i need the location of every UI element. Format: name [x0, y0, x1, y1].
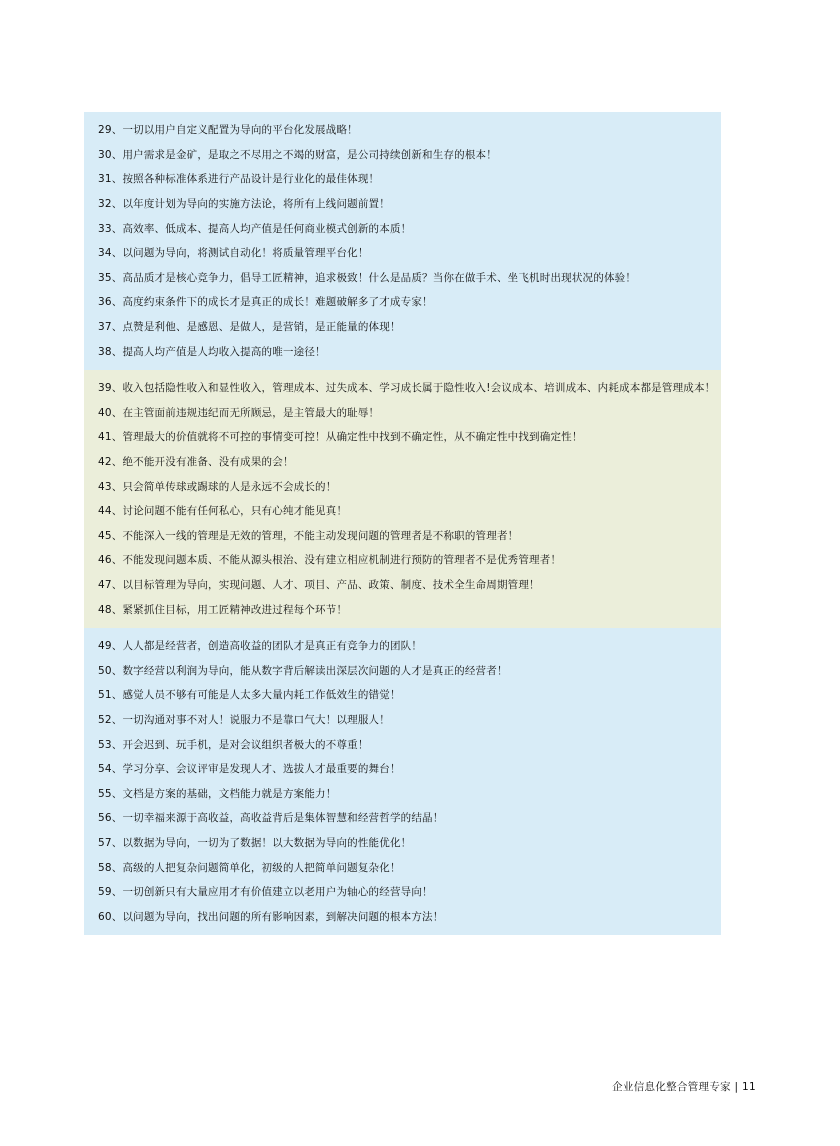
list-item: 38、提高人均产值是人均收入提高的唯一途径！ [98, 345, 326, 358]
list-item: 41、管理最大的价值就将不可控的事情变可控！从确定性中找到不确定性，从不确定性中找到确定性！ [98, 431, 583, 444]
list-item: 55、文档是方案的基础，文档能力就是方案能力！ [98, 787, 337, 800]
list-item: 45、不能深入一线的管理是无效的管理，不能主动发现问题的管理者是不称职的管理者！ [98, 529, 519, 542]
list-item: 48、紧紧抓住目标，用工匠精神改进过程每个环节！ [98, 603, 348, 616]
list-item: 42、绝不能开没有准备、没有成果的会！ [98, 456, 294, 469]
text-block-3 [84, 628, 721, 935]
list-item: 47、以目标管理为导向，实现问题、人才、项目、产品、政策、制度、技术全生命周期管理！ [98, 578, 540, 591]
page-footer: 企业信息化整合管理专家 | 11 [612, 1081, 756, 1093]
text-block-2 [84, 370, 721, 628]
text-block-1 [84, 112, 721, 370]
list-item: 57、以数据为导向，一切为了数据！以大数据为导向的性能优化！ [98, 836, 412, 849]
list-item: 36、高度约束条件下的成长才是真正的成长！难题破解多了才成专家！ [98, 296, 433, 309]
list-item: 31、按照各种标准体系进行产品设计是行业化的最佳体现！ [98, 173, 380, 186]
list-item: 51、感觉人员不够有可能是人太多大量内耗工作低效生的错觉！ [98, 689, 401, 702]
list-item: 58、高级的人把复杂问题简单化，初级的人把简单问题复杂化！ [98, 861, 401, 874]
list-item: 52、一切沟通对事不对人！说服力不是靠口气大！以理服人！ [98, 713, 390, 726]
list-item: 29、一切以用户自定义配置为导向的平台化发展战略！ [98, 124, 358, 137]
list-item: 53、开会迟到、玩手机，是对会议组织者极大的不尊重！ [98, 738, 369, 751]
list-item: 37、点赞是利他、是感恩、是做人，是营销，是正能量的体现！ [98, 321, 401, 334]
list-item: 39、收入包括隐性收入和显性收入，管理成本、过失成本、学习成长属于隐性收入!会议成本、培训成本、内耗成本都是管理成本！ [98, 382, 716, 395]
list-item: 49、人人都是经营者，创造高收益的团队才是真正有竞争力的团队！ [98, 640, 423, 653]
list-item: 30、用户需求是金矿，是取之不尽用之不竭的财富，是公司持续创新和生存的根本！ [98, 148, 497, 161]
list-item: 59、一切创新只有大量应用才有价值建立以老用户为轴心的经营导向！ [98, 886, 433, 899]
list-item: 46、不能发现问题本质、不能从源头根治、没有建立相应机制进行预防的管理者不是优秀管理者！ [98, 554, 562, 567]
document-content [84, 112, 721, 935]
list-item: 33、高效率、低成本、提高人均产值是任何商业模式创新的本质！ [98, 222, 412, 235]
list-item: 54、学习分享、会议评审是发现人才、选拔人才最重要的舞台！ [98, 763, 401, 776]
list-item: 56、一切幸福来源于高收益，高收益背后是集体智慧和经营哲学的结晶！ [98, 812, 444, 825]
list-item: 40、在主管面前违规违纪而无所顾忌，是主管最大的耻辱！ [98, 406, 380, 419]
list-item: 50、数字经营以利润为导向，能从数字背后解读出深层次问题的人才是真正的经营者！ [98, 664, 508, 677]
list-item: 43、只会简单传球或踢球的人是永远不会成长的！ [98, 480, 337, 493]
list-item: 32、以年度计划为导向的实施方法论，将所有上线问题前置！ [98, 198, 390, 211]
list-item: 60、以问题为导向，找出问题的所有影响因素，到解决问题的根本方法！ [98, 910, 444, 923]
list-item: 34、以问题为导向，将测试自动化！将质量管理平台化！ [98, 247, 369, 260]
list-item: 35、高品质才是核心竞争力，倡导工匠精神，追求极致！什么是品质？当你在做手术、坐飞机时出现状况的体验！ [98, 271, 637, 284]
list-item: 44、讨论问题不能有任何私心，只有心纯才能见真！ [98, 505, 348, 518]
